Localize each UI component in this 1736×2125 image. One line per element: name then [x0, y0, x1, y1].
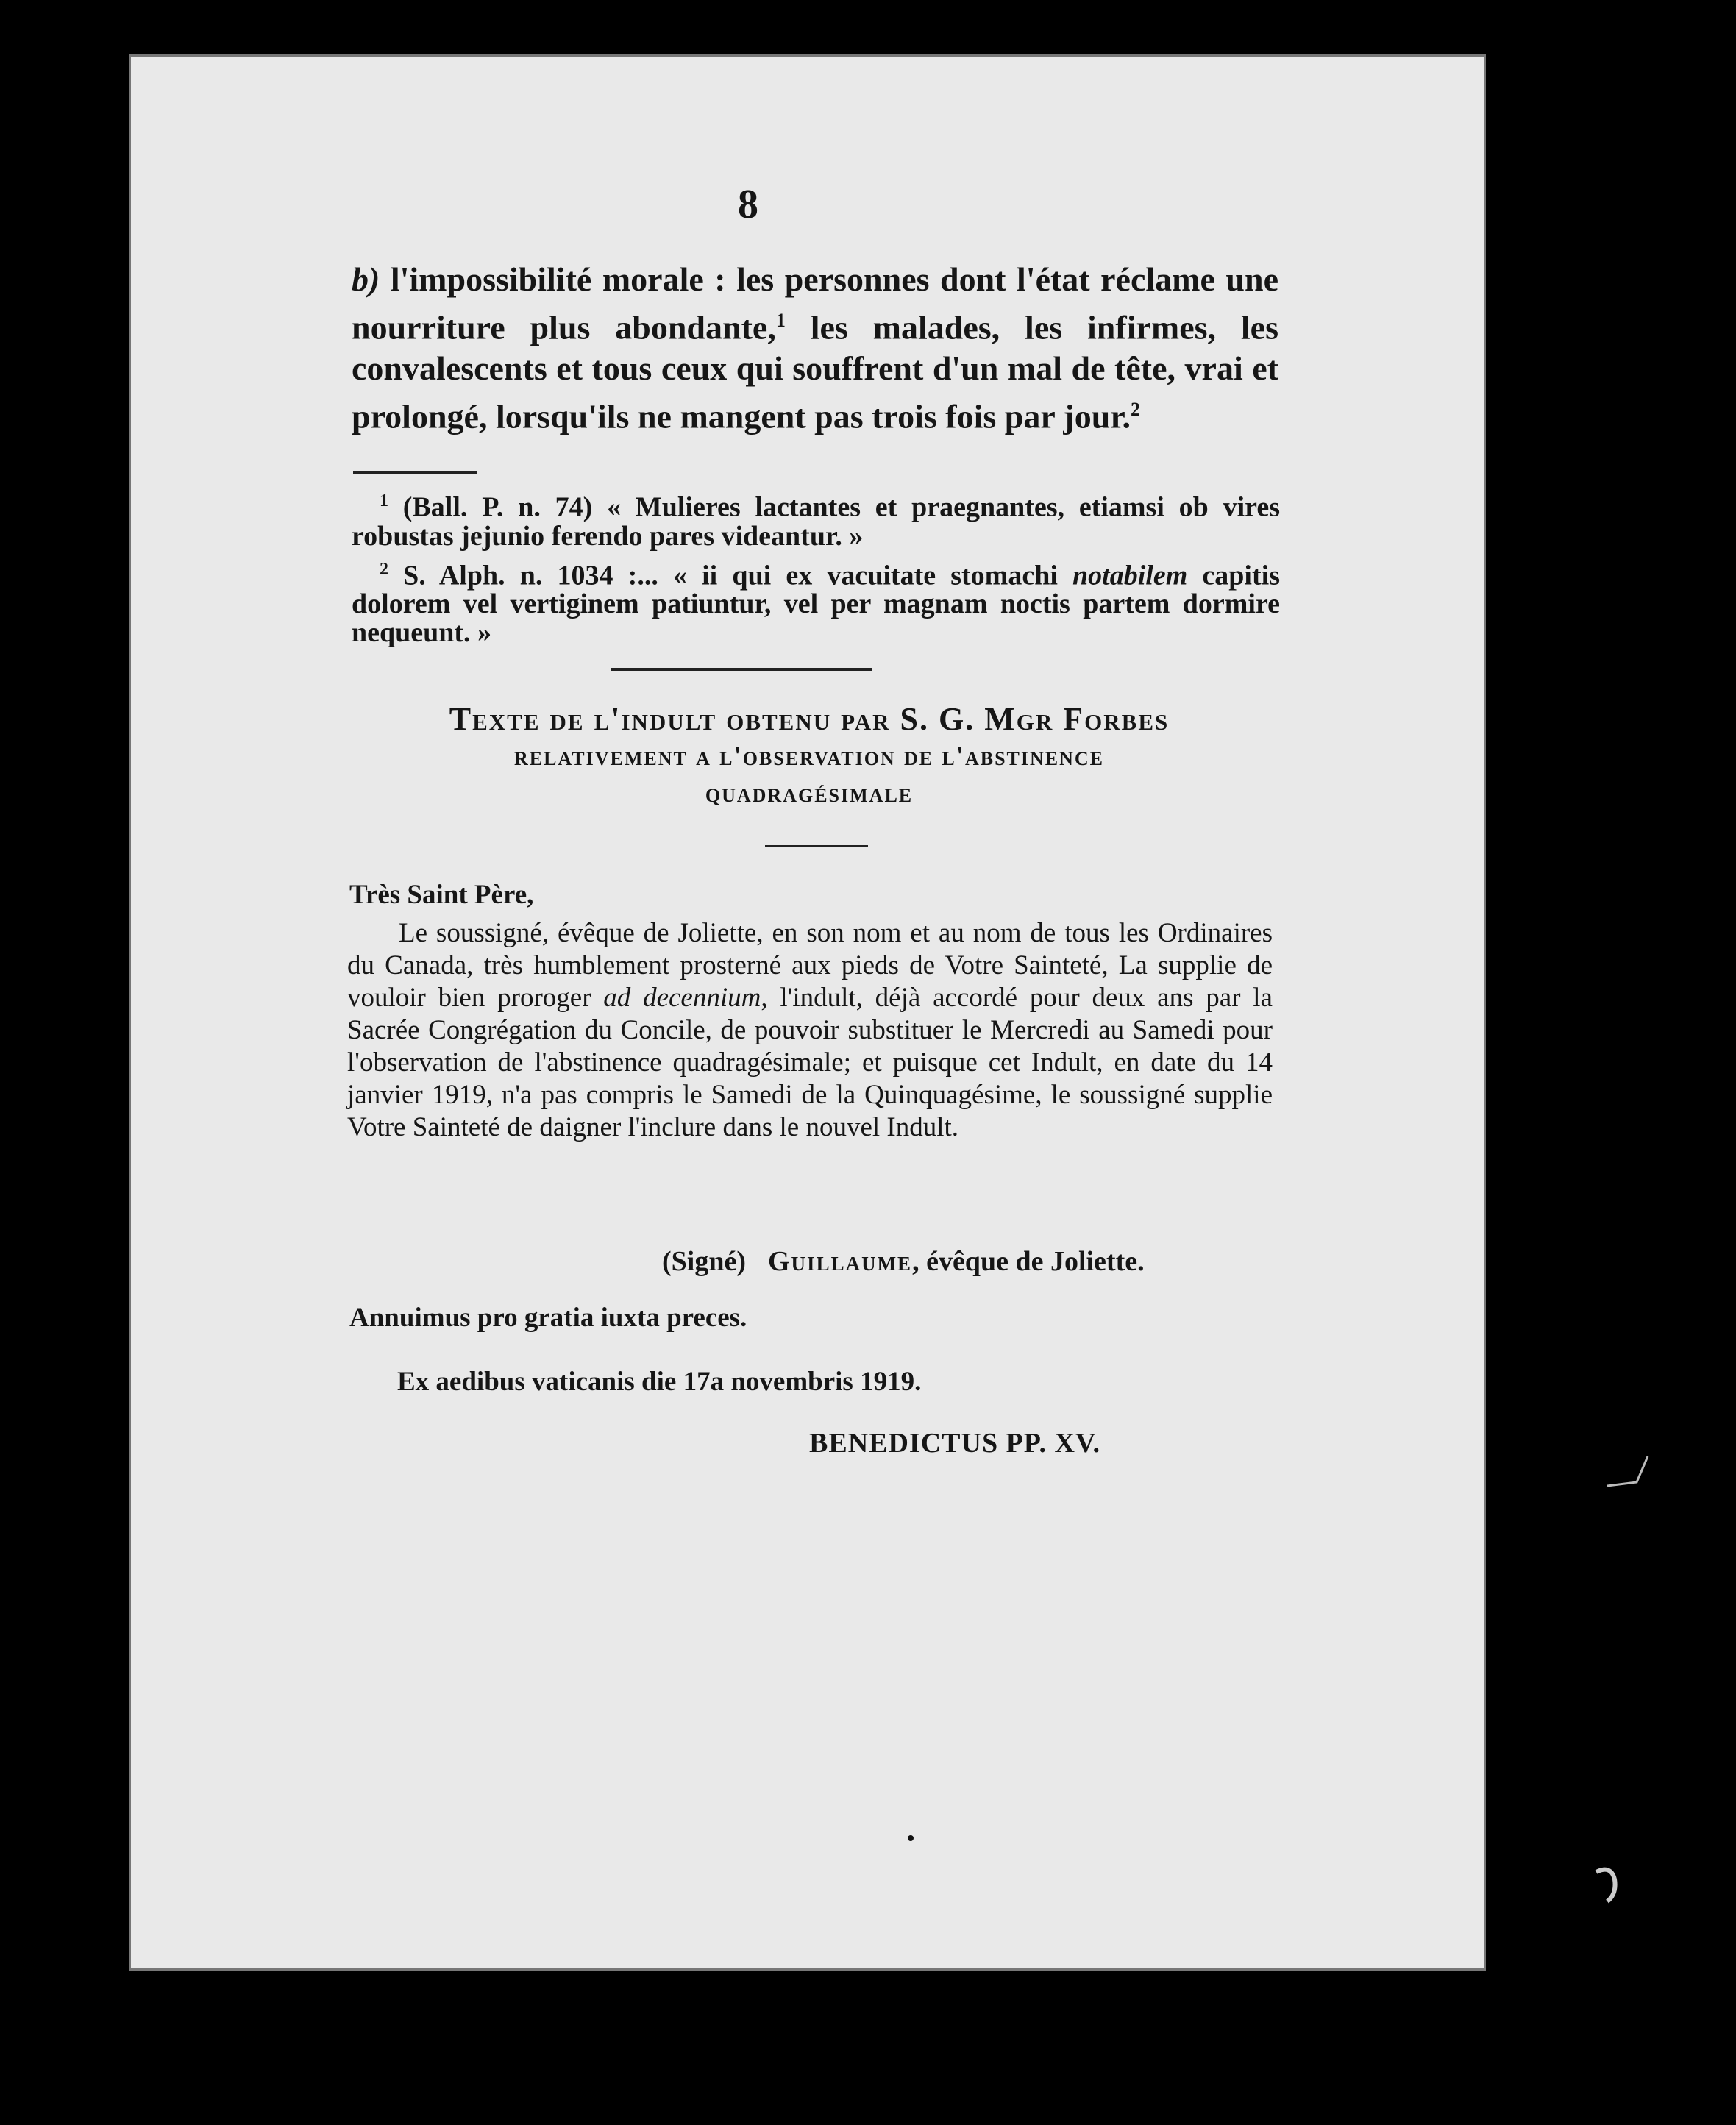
- footnotes: [352, 487, 1280, 647]
- footnote-ref-2: 2: [1131, 399, 1141, 421]
- signature-name: Guillaume: [768, 1246, 913, 1277]
- letter-text-2: , l'indult, déjà accordé pour deux ans par la Sacrée Congrégation du Concile, de pouvoir substituer le Mercredi au Samedi pour l'observation de l'abstinence quadragésimale; et puisque cet Indult, en date du 14 janvier 1919, n'a pas compris le Samedi de la Quinquagésime, le soussigné supplie Votre Sainteté de daigner l'inclure dans le nouvel Indult.: [347, 983, 1273, 1142]
- salutation: Très Saint Père,: [349, 880, 534, 910]
- scan-mark-2: [1589, 1865, 1626, 1909]
- signature-title: , évêque de Joliette.: [912, 1246, 1145, 1277]
- main-paragraph: [352, 259, 1278, 438]
- footnote-rule: [353, 471, 477, 474]
- section-heading: [331, 700, 1287, 812]
- main-paragraph-text-2: les malades, les infirmes, les convalescents et tous ceux qui souffrent d'un mal de tête, vrai et prolongé, lorsqu'ils ne mangent pas trois fois par jour.: [352, 308, 1278, 435]
- footnote-2-italic: notabilem: [1072, 560, 1188, 591]
- letter-body: [347, 917, 1273, 1144]
- heading-line-1: [331, 700, 1287, 738]
- footnote-2-text-b: capitis dolorem vel vertiginem patiuntur, vel per magnam noctis partem dormire nequeunt. »: [352, 560, 1280, 649]
- heading-line-1b: S. G. Mgr Forbes: [900, 701, 1170, 737]
- pope-signature: BENEDICTUS PP. XV.: [809, 1428, 1100, 1459]
- section-divider: [611, 668, 872, 671]
- footnote-mark-1: 1: [380, 491, 388, 510]
- footnote-1: [352, 487, 1280, 551]
- date-line: Ex aedibus vaticanis die 17a novembris 1919.: [397, 1367, 922, 1397]
- heading-line-3: quadragésimale: [705, 778, 914, 808]
- item-label: b): [352, 260, 380, 298]
- heading-rule: [765, 845, 868, 847]
- letter-italic: ad decennium: [603, 983, 761, 1013]
- signature-signe: (Signé): [662, 1246, 746, 1277]
- scan-speck: [908, 1835, 914, 1841]
- letter-text-1: Le soussigné, évêque de Joliette, en son nom et au nom de tous les Ordinaires du Canada, très humblement prosterné aux pieds de Votre Sainteté, La supplie de vouloir bien proroger: [347, 918, 1273, 1013]
- footnote-1-text: (Ball. P. n. 74) « Mulieres lactantes et praegnantes, etiamsi ob vires robustas jejunio ferendo pares videantur. »: [352, 491, 1280, 552]
- scan-mark: [1596, 1453, 1655, 1497]
- heading-line-1a: Texte de l'indult obtenu par: [449, 701, 891, 737]
- main-paragraph-text-1: l'impossibilité morale : les personnes dont l'état réclame une nourriture plus abondante,: [352, 260, 1278, 346]
- footnote-2: [352, 555, 1280, 648]
- annuimus-line: Annuimus pro gratia iuxta preces.: [349, 1303, 747, 1333]
- footnote-mark-2: 2: [380, 559, 388, 579]
- signature: [662, 1245, 1145, 1278]
- heading-line-2: relativement a l'observation de l'abstinence: [513, 741, 1105, 772]
- footnote-2-text-a: S. Alph. n. 1034 :... « ii qui ex vacuitate stomachi: [388, 560, 1073, 591]
- page-number: 8: [738, 182, 758, 227]
- footnote-ref-1: 1: [775, 310, 786, 331]
